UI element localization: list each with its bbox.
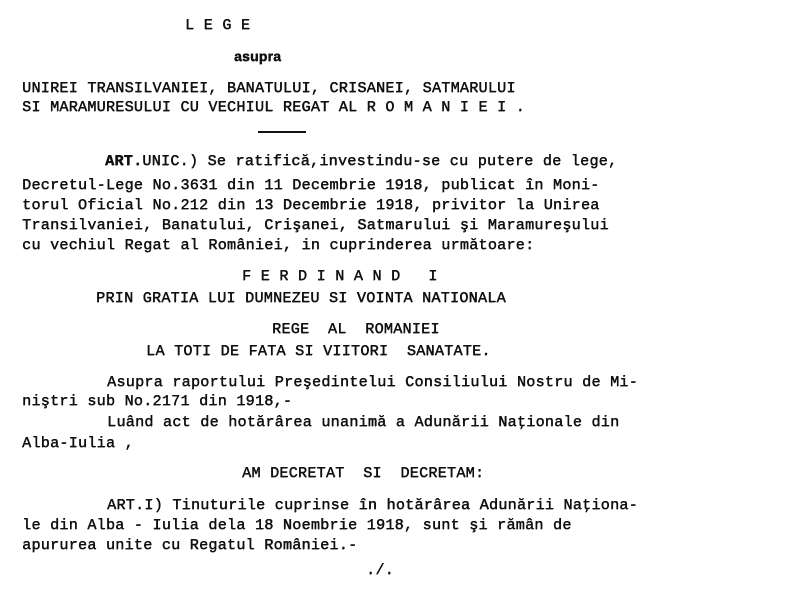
report-line-3: Luând act de hotărârea unanimă a Adunării Naţionale din [107, 413, 620, 431]
grace-line: PRIN GRATIA LUI DUMNEZEU SI VOINTA NATIONALA [96, 289, 506, 307]
art-unic-line-5: cu vechiul Regat al României, in cuprinderea următoare: [22, 236, 535, 254]
page-mark: ./. [366, 561, 394, 579]
art1-line-1: ART.I) Tinuturile cuprinse în hotărârea Adunării Naţiona- [107, 496, 638, 514]
law-subtitle: asupra [234, 48, 282, 64]
title-divider [258, 131, 306, 133]
art-unic-line-1 [105, 152, 617, 170]
decreed-line: AM DECRETAT SI DECRETAM: [242, 464, 485, 482]
law-title: L E G E [185, 16, 251, 34]
art-unic-label-rest: UNIC. [142, 152, 189, 170]
art1-line-3: apururea unite cu Regatul României.- [22, 536, 358, 554]
heading-line-1: UNIREI TRANSILVANIEI, BANATULUI, CRISANEI, SATMARULUI [22, 79, 516, 97]
heading-line-2: SI MARAMURESULUI CU VECHIUL REGAT AL R O M A N I E I . [22, 98, 525, 116]
rege-line: REGE AL ROMANIEI [272, 320, 440, 338]
king-name: F E R D I N A N D I [242, 267, 438, 285]
art-unic-line-2: Decretul-Lege No.3631 din 11 Decembrie 1918, publicat în Moni- [22, 176, 600, 194]
art1-line-2: le din Alba - Iulia dela 18 Noembrie 1918, sunt şi rămân de [22, 516, 572, 534]
report-line-2: niştri sub No.2171 din 1918,- [22, 392, 293, 410]
art-unic-line-3: torul Oficial No.212 din 13 Decembrie 1918, privitor la Unirea [22, 196, 600, 214]
report-line-1: Asupra raportului Preşedintelui Consiliului Nostru de Mi- [107, 373, 638, 391]
art-unic-text-1: ) Se ratifică,investindu-se cu putere de lege, [188, 152, 618, 170]
report-line-4: Alba-Iulia , [22, 434, 134, 452]
greeting-line: LA TOTI DE FATA SI VIITORI SANATATE. [146, 342, 491, 360]
art-unic-label: ART. [105, 152, 143, 170]
art-unic-line-4: Transilvaniei, Banatului, Crişanei, Satmarului şi Maramureşului [22, 216, 609, 234]
